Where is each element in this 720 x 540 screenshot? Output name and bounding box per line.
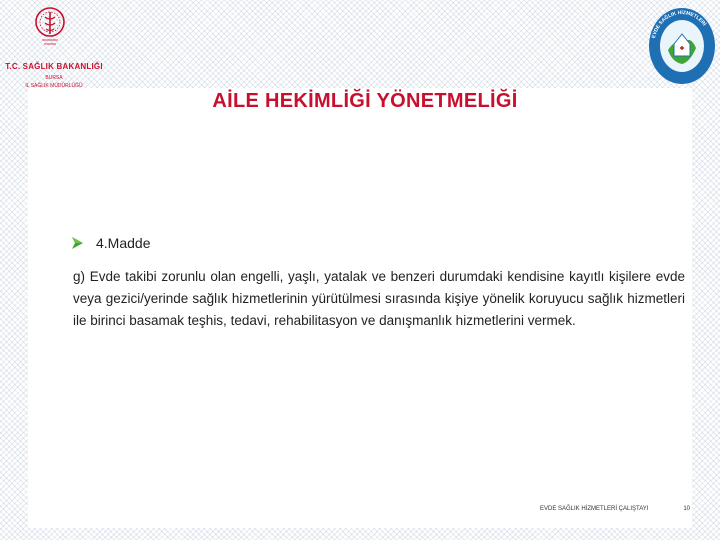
bullet-item	[70, 233, 150, 253]
ministry-city-line: BURSA	[45, 75, 63, 81]
logo-arc-text: EVDE SAĞLIK HİZMETLERİ	[650, 9, 708, 40]
footer-label: EVDE SAĞLIK HİZMETLERİ ÇALIŞTAYI	[540, 506, 649, 512]
page-number: 10	[683, 506, 690, 512]
ministry-logo	[4, 2, 104, 102]
ministry-dept-line: İL SAĞLIK MÜDÜRLÜĞÜ	[25, 83, 83, 89]
ministry-seal-icon	[34, 6, 66, 56]
page-title: AİLE HEKİMLİĞİ YÖNETMELİĞİ	[212, 90, 518, 112]
footer	[540, 506, 690, 512]
home-health-logo-icon	[646, 4, 718, 88]
ministry-org-line: T.C. SAĞLIK BAKANLIĞI	[5, 62, 103, 71]
header-band	[0, 0, 720, 88]
body-paragraph: g) Evde takibi zorunlu olan engelli, yaşlı, yatalak ve benzeri durumdaki kendisine kayıtlı kişilere evde veya gezici/yerinde sağlık hizmetlerinin yürütülmesi sırasında kişiye yönelik koruyucu sağlık hizmetleri ile birinci basamak teşhis, tedavi, rehabilitasyon ve danışmanlık hizmetlerini vermek.	[73, 269, 685, 328]
arrow-bullet-icon	[70, 236, 84, 250]
bullet-label: 4.Madde	[96, 235, 151, 251]
